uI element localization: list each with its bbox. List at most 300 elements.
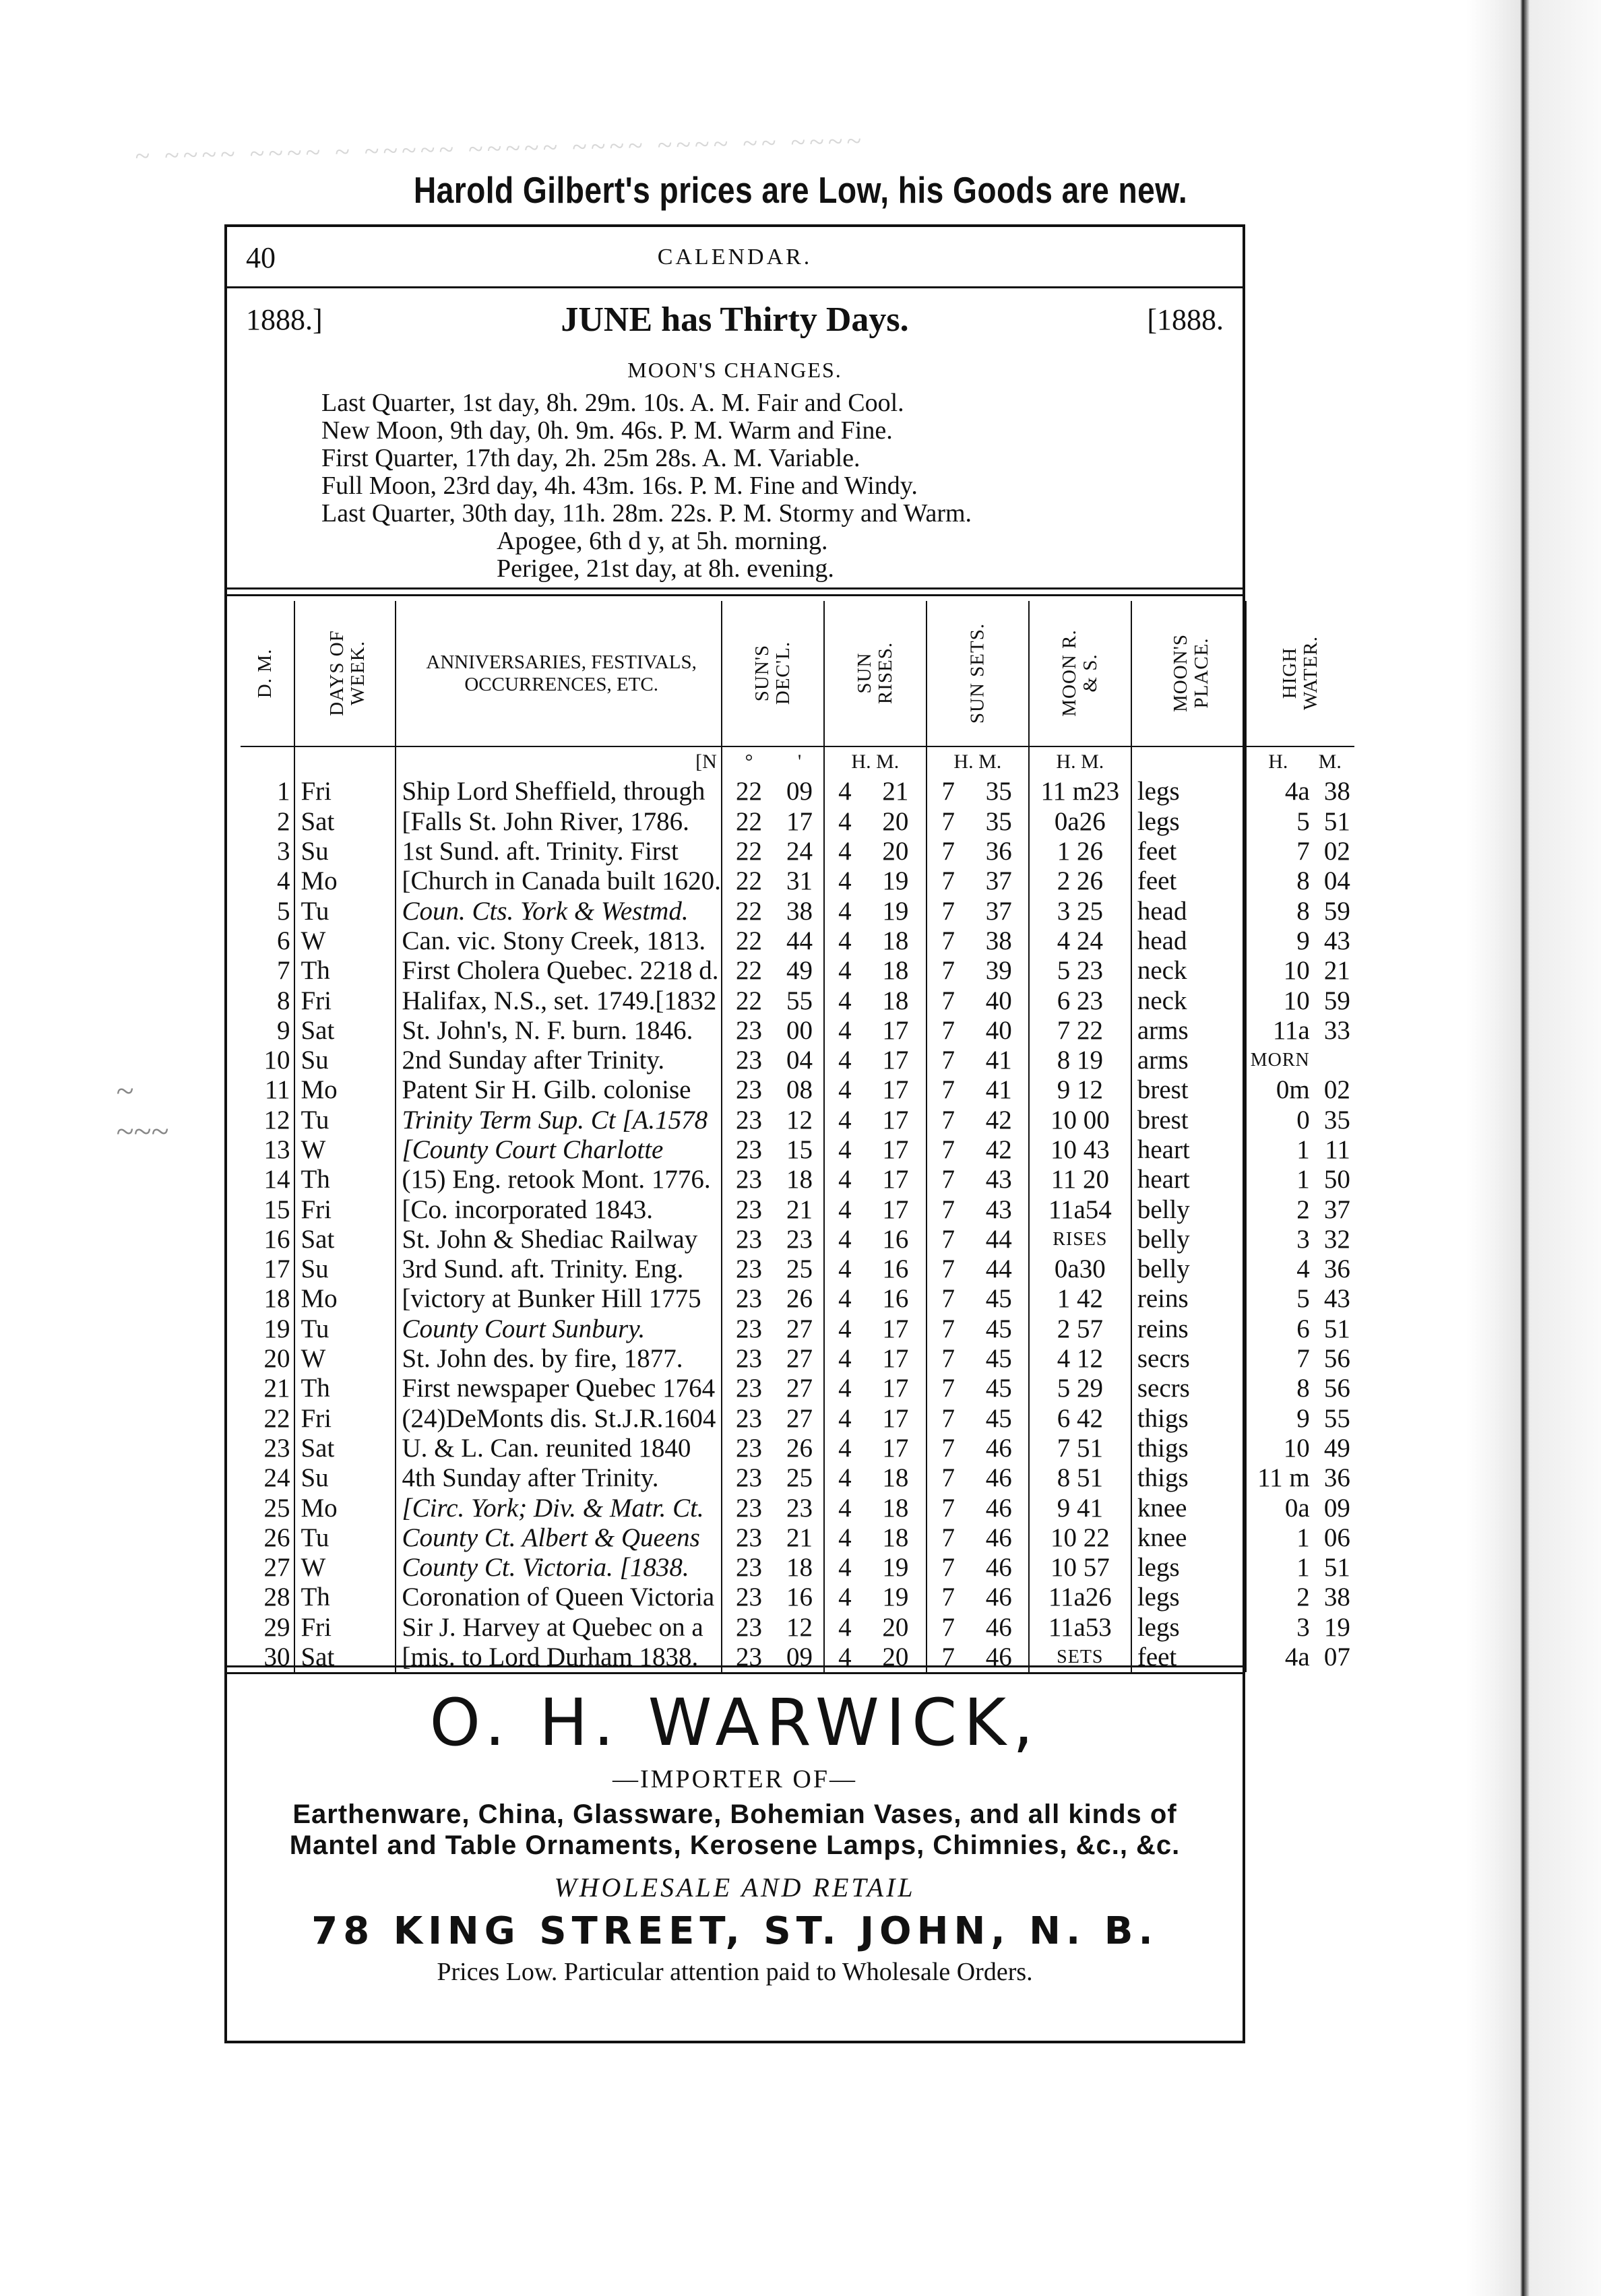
high-water-minute bbox=[1310, 1046, 1354, 1075]
calendar-row bbox=[241, 956, 1354, 986]
calendar-row bbox=[241, 1284, 1354, 1314]
moon-place: heart bbox=[1131, 1165, 1246, 1194]
decl-minutes: 17 bbox=[786, 806, 813, 836]
high-water-hour: 10 bbox=[1246, 1434, 1310, 1463]
sunset-hour: 7 bbox=[927, 777, 970, 806]
day-number: 21 bbox=[263, 1374, 290, 1403]
sunset-hour: 7 bbox=[927, 1194, 970, 1224]
units-events: [N bbox=[396, 746, 721, 777]
sunset-minute: 45 bbox=[985, 1344, 1012, 1374]
sunrise-hour: 4 bbox=[824, 1046, 865, 1075]
moon-place: feet bbox=[1131, 866, 1246, 896]
weekday: Mo bbox=[294, 1493, 396, 1523]
sunset-minute: 45 bbox=[985, 1314, 1012, 1343]
moon-time: 5 29 bbox=[1029, 1374, 1131, 1403]
event: Coronation of Queen Victoria bbox=[396, 1583, 721, 1612]
moon-place: knee bbox=[1131, 1523, 1246, 1553]
sunset-hour: 7 bbox=[927, 1046, 970, 1075]
sunrise-minute: 17 bbox=[882, 1046, 909, 1075]
moon-time: 1 26 bbox=[1029, 837, 1131, 866]
decl-degrees: 23 bbox=[722, 1643, 776, 1672]
pencil-scribble: ~ ~~~~ ~~~~ ~ ~~~~~ ~~~~~ ~~~~ ~~~~ ~~ ~~~~ bbox=[134, 125, 866, 171]
calendar-row bbox=[241, 837, 1354, 866]
calendar-row bbox=[241, 1523, 1354, 1553]
decl-degrees: 22 bbox=[722, 777, 776, 806]
sunset-hour: 7 bbox=[927, 1075, 970, 1105]
day-number: 30 bbox=[263, 1643, 290, 1672]
sunrise-hour: 4 bbox=[824, 837, 865, 866]
page-banner: Harold Gilbert's prices are Low, his Goods are new. bbox=[413, 169, 1188, 211]
decl-degrees: 23 bbox=[722, 1284, 776, 1314]
day-number: 25 bbox=[263, 1493, 290, 1523]
decl-degrees: 23 bbox=[722, 1135, 776, 1165]
event: [Circ. York; Div. & Matr. Ct. bbox=[396, 1493, 721, 1523]
sunrise-hour: 4 bbox=[824, 1434, 865, 1463]
moon-time: 10 57 bbox=[1029, 1553, 1131, 1583]
high-water-hour: 2 bbox=[1246, 1194, 1310, 1224]
sunset-minute: 36 bbox=[985, 837, 1012, 866]
sunrise-minute: 20 bbox=[882, 1612, 909, 1642]
sunrise-minute: 17 bbox=[882, 1135, 909, 1164]
sunrise-minute: 17 bbox=[882, 1105, 909, 1135]
sunrise-hour: 4 bbox=[824, 1106, 865, 1135]
high-water-hour: 1 bbox=[1246, 1523, 1310, 1553]
high-water-minute: 33 bbox=[1323, 1015, 1350, 1045]
sunset-minute: 45 bbox=[985, 1403, 1012, 1433]
moon-time: RISES bbox=[1029, 1225, 1131, 1254]
sunset-hour: 7 bbox=[927, 837, 970, 866]
col-head-events bbox=[396, 601, 721, 746]
weekday: W bbox=[294, 1135, 396, 1165]
sunset-hour: 7 bbox=[927, 1434, 970, 1463]
decl-minutes: 23 bbox=[786, 1493, 813, 1523]
sunset-hour: 7 bbox=[927, 1463, 970, 1493]
sunrise-hour: 4 bbox=[824, 956, 865, 986]
high-water-minute: 37 bbox=[1323, 1194, 1350, 1224]
moon-time: 4 12 bbox=[1029, 1344, 1131, 1374]
high-water-hour: 2 bbox=[1246, 1583, 1310, 1612]
moon-place: belly bbox=[1131, 1194, 1246, 1224]
page-number: 40 bbox=[246, 241, 276, 274]
sunset-minute: 43 bbox=[985, 1194, 1012, 1224]
high-water-hour: 3 bbox=[1246, 1225, 1310, 1254]
sunset-minute: 40 bbox=[985, 1015, 1012, 1045]
moon-phase-line: First Quarter, 17th day, 2h. 25m 28s. A. M. Variable. bbox=[321, 444, 860, 472]
sunrise-minute: 16 bbox=[882, 1254, 909, 1284]
sunset-hour: 7 bbox=[927, 956, 970, 986]
high-water-hour: 7 bbox=[1246, 1344, 1310, 1374]
decl-minutes: 25 bbox=[786, 1463, 813, 1493]
day-number: 8 bbox=[276, 986, 290, 1015]
sunrise-minute: 17 bbox=[882, 1344, 909, 1374]
table-top-rule bbox=[227, 587, 1243, 589]
calendar-table bbox=[241, 601, 1354, 1672]
sunset-minute: 45 bbox=[985, 1284, 1012, 1314]
moon-place: secrs bbox=[1131, 1374, 1246, 1403]
weekday: Mo bbox=[294, 1284, 396, 1314]
decl-degrees: 23 bbox=[722, 1463, 776, 1493]
moon-place: head bbox=[1131, 896, 1246, 926]
sunset-minute: 45 bbox=[985, 1374, 1012, 1403]
sunset-minute: 46 bbox=[985, 1433, 1012, 1463]
weekday: Th bbox=[294, 1583, 396, 1612]
day-number: 2 bbox=[276, 806, 290, 836]
moon-place: belly bbox=[1131, 1225, 1246, 1254]
section-title: CALENDAR. bbox=[657, 245, 813, 269]
decl-degrees: 23 bbox=[722, 1016, 776, 1046]
decl-degrees: 23 bbox=[722, 1404, 776, 1434]
table-top-rule-2 bbox=[227, 594, 1243, 596]
weekday: Tu bbox=[294, 1523, 396, 1553]
decl-minutes: 27 bbox=[786, 1344, 813, 1374]
high-water-hour: 10 bbox=[1246, 956, 1310, 986]
decl-degrees: 22 bbox=[722, 926, 776, 956]
event: County Court Sunbury. bbox=[396, 1314, 721, 1344]
calendar-row bbox=[241, 926, 1354, 956]
sunrise-minute: 18 bbox=[882, 1523, 909, 1552]
sunrise-minute: 17 bbox=[882, 1433, 909, 1463]
weekday: Th bbox=[294, 956, 396, 986]
moon-place: arms bbox=[1131, 1016, 1246, 1046]
decl-minutes: 16 bbox=[786, 1583, 813, 1612]
calendar-row bbox=[241, 1553, 1354, 1583]
event: St. John's, N. F. burn. 1846. bbox=[396, 1016, 721, 1046]
calendar-row bbox=[241, 1434, 1354, 1463]
sunrise-hour: 4 bbox=[824, 866, 865, 896]
moon-place: brest bbox=[1131, 1106, 1246, 1135]
weekday: Su bbox=[294, 1463, 396, 1493]
events-head-line-2: OCCURRENCES, ETC. bbox=[464, 673, 658, 695]
moon-time: 11 m23 bbox=[1029, 777, 1131, 806]
sunrise-minute: 20 bbox=[882, 1643, 909, 1672]
event: [County Court Charlotte bbox=[396, 1135, 721, 1165]
moon-time: 8 19 bbox=[1029, 1046, 1131, 1075]
moon-place: neck bbox=[1131, 986, 1246, 1015]
event: Coun. Cts. York & Westmd. bbox=[396, 896, 721, 926]
sunset-minute: 43 bbox=[985, 1165, 1012, 1194]
calendar-row bbox=[241, 1404, 1354, 1434]
moon-place: thigs bbox=[1131, 1434, 1246, 1463]
high-water-minute: 38 bbox=[1323, 1583, 1350, 1612]
day-number: 26 bbox=[263, 1523, 290, 1552]
decl-degrees: 22 bbox=[722, 986, 776, 1015]
sunrise-hour: 4 bbox=[824, 1583, 865, 1612]
moon-place: legs bbox=[1131, 1583, 1246, 1612]
margin-handwriting: ~ ~~~ bbox=[116, 1073, 168, 1149]
high-water-minute: 04 bbox=[1323, 866, 1350, 896]
sunset-minute: 37 bbox=[985, 866, 1012, 896]
sunrise-minute: 16 bbox=[882, 1224, 909, 1254]
decl-degrees: 23 bbox=[722, 1583, 776, 1612]
moon-time: 4 24 bbox=[1029, 926, 1131, 956]
advertiser-wholesale: WHOLESALE AND RETAIL bbox=[554, 1872, 916, 1903]
moon-time: 6 42 bbox=[1029, 1404, 1131, 1434]
sunset-hour: 7 bbox=[927, 1016, 970, 1046]
sunset-minute: 41 bbox=[985, 1046, 1012, 1075]
sunrise-hour: 4 bbox=[824, 926, 865, 956]
moon-place: reins bbox=[1131, 1284, 1246, 1314]
sunset-hour: 7 bbox=[927, 1553, 970, 1583]
day-number: 13 bbox=[263, 1135, 290, 1164]
moon-time: 2 57 bbox=[1029, 1314, 1131, 1344]
event: St. John des. by fire, 1877. bbox=[396, 1344, 721, 1374]
sunrise-minute: 20 bbox=[882, 806, 909, 836]
event: [mis. to Lord Durham 1838. bbox=[396, 1643, 721, 1672]
event: County Ct. Albert & Queens bbox=[396, 1523, 721, 1553]
event: U. & L. Can. reunited 1840 bbox=[396, 1434, 721, 1463]
moon-time: 10 43 bbox=[1029, 1135, 1131, 1165]
event: (24)DeMonts dis. St.J.R.1604 bbox=[396, 1404, 721, 1434]
weekday: Th bbox=[294, 1374, 396, 1403]
decl-minutes: 26 bbox=[786, 1284, 813, 1314]
sunrise-hour: 4 bbox=[824, 1374, 865, 1403]
high-water-hour: 0m bbox=[1246, 1075, 1310, 1105]
decl-minutes: 18 bbox=[786, 1165, 813, 1194]
advertiser-address: 78 KING STREET, ST. JOHN, N. B. bbox=[311, 1909, 1158, 1953]
decl-minutes: 27 bbox=[786, 1374, 813, 1403]
high-water-minute: 02 bbox=[1323, 1075, 1350, 1105]
sunset-minute: 35 bbox=[985, 777, 1012, 806]
sunrise-hour: 4 bbox=[824, 1493, 865, 1523]
high-water-minute: 43 bbox=[1323, 1284, 1350, 1314]
sunset-hour: 7 bbox=[927, 1135, 970, 1165]
decl-degrees: 23 bbox=[722, 1314, 776, 1344]
decl-minutes: 21 bbox=[786, 1194, 813, 1224]
sunset-hour: 7 bbox=[927, 1583, 970, 1612]
moon-place: arms bbox=[1131, 1046, 1246, 1075]
high-water-hour: 7 bbox=[1246, 837, 1310, 866]
day-number: 10 bbox=[263, 1046, 290, 1075]
weekday: Fri bbox=[294, 986, 396, 1015]
decl-degrees: 23 bbox=[722, 1046, 776, 1075]
high-water-minute: 02 bbox=[1323, 837, 1350, 866]
calendar-row bbox=[241, 777, 1354, 806]
sunrise-hour: 4 bbox=[824, 896, 865, 926]
moon-place: legs bbox=[1131, 1553, 1246, 1583]
sunset-minute: 46 bbox=[985, 1643, 1012, 1672]
decl-degrees: 23 bbox=[722, 1254, 776, 1284]
calendar-row bbox=[241, 1583, 1354, 1612]
decl-minutes: 21 bbox=[786, 1523, 813, 1552]
day-number: 23 bbox=[263, 1433, 290, 1463]
moon-time: 11 20 bbox=[1029, 1165, 1131, 1194]
moon-place: brest bbox=[1131, 1075, 1246, 1105]
decl-minutes: 26 bbox=[786, 1433, 813, 1463]
moon-phase-line: Last Quarter, 1st day, 8h. 29m. 10s. A. M. Fair and Cool. bbox=[321, 389, 904, 417]
sunset-hour: 7 bbox=[927, 1374, 970, 1403]
units-sun-sets: H. M. bbox=[927, 746, 1029, 777]
decl-minutes: 18 bbox=[786, 1553, 813, 1583]
table-bottom-rule bbox=[227, 1665, 1243, 1667]
column-header-row bbox=[241, 601, 1354, 746]
event: [victory at Bunker Hill 1775 bbox=[396, 1284, 721, 1314]
high-water-hour: 4a bbox=[1246, 1643, 1310, 1672]
sunset-minute: 41 bbox=[985, 1075, 1012, 1105]
high-water-hour: 4a bbox=[1246, 777, 1310, 806]
moon-place: knee bbox=[1131, 1493, 1246, 1523]
sunrise-minute: 18 bbox=[882, 1463, 909, 1493]
event: Ship Lord Sheffield, through bbox=[396, 777, 721, 806]
sunset-minute: 46 bbox=[985, 1612, 1012, 1642]
decl-degrees: 23 bbox=[722, 1613, 776, 1643]
sunrise-minute: 17 bbox=[882, 1075, 909, 1105]
weekday: Fri bbox=[294, 1404, 396, 1434]
header-rule bbox=[227, 286, 1243, 288]
day-number: 22 bbox=[263, 1403, 290, 1433]
month-title: JUNE has Thirty Days. bbox=[561, 300, 909, 339]
moon-place: belly bbox=[1131, 1254, 1246, 1284]
high-water-minute: 11 bbox=[1325, 1135, 1350, 1164]
high-water-hour: 1 bbox=[1246, 1165, 1310, 1194]
calendar-row bbox=[241, 1046, 1354, 1075]
decl-minutes: 25 bbox=[786, 1254, 813, 1284]
event: [Church in Canada built 1620. bbox=[396, 866, 721, 896]
sunrise-hour: 4 bbox=[824, 986, 865, 1015]
sunrise-hour: 4 bbox=[824, 1194, 865, 1224]
calendar-row bbox=[241, 1374, 1354, 1403]
high-water-minute: 38 bbox=[1323, 777, 1350, 806]
moon-place: legs bbox=[1131, 777, 1246, 806]
moon-place: legs bbox=[1131, 1613, 1246, 1643]
sunrise-hour: 4 bbox=[824, 1284, 865, 1314]
sunrise-minute: 16 bbox=[882, 1284, 909, 1314]
sunset-minute: 42 bbox=[985, 1105, 1012, 1135]
high-water-hour: MORN bbox=[1246, 1046, 1310, 1075]
units-row bbox=[241, 746, 1354, 777]
advertiser-goods: Earthenware, China, Glassware, Bohemian Vases, and all kinds of Mantel and Table Ornaments, Kerosene Lamps, Chimnies, &c., &c. bbox=[289, 1799, 1181, 1860]
moon-place: secrs bbox=[1131, 1344, 1246, 1374]
sunset-hour: 7 bbox=[927, 1404, 970, 1434]
weekday: Tu bbox=[294, 1314, 396, 1344]
event: County Ct. Victoria. [1838. bbox=[396, 1553, 721, 1583]
event: 2nd Sunday after Trinity. bbox=[396, 1046, 721, 1075]
decl-minutes: 09 bbox=[786, 777, 813, 806]
decl-degrees: 23 bbox=[722, 1165, 776, 1194]
high-water-minute: 43 bbox=[1323, 926, 1350, 955]
high-water-hour: 8 bbox=[1246, 1374, 1310, 1403]
sunset-minute: 42 bbox=[985, 1135, 1012, 1164]
units-moon: H. M. bbox=[1029, 746, 1131, 777]
decl-minutes: 49 bbox=[786, 956, 813, 986]
event: Can. vic. Stony Creek, 1813. bbox=[396, 926, 721, 956]
calendar-row bbox=[241, 1135, 1354, 1165]
moon-time: 10 00 bbox=[1029, 1106, 1131, 1135]
table-bottom-rule-2 bbox=[227, 1672, 1243, 1674]
events-head-line-1: ANNIVERSARIES, FESTIVALS, bbox=[426, 651, 697, 673]
event: 1st Sund. aft. Trinity. First bbox=[396, 837, 721, 866]
calendar-row bbox=[241, 1314, 1354, 1344]
sunset-hour: 7 bbox=[927, 1493, 970, 1523]
decl-degrees: 23 bbox=[722, 1344, 776, 1374]
calendar-row bbox=[241, 1016, 1354, 1046]
event: [Falls St. John River, 1786. bbox=[396, 807, 721, 837]
decl-minutes: 09 bbox=[786, 1643, 813, 1672]
calendar-frame bbox=[224, 224, 1350, 2043]
high-water-minute: 51 bbox=[1323, 1314, 1350, 1343]
sunrise-minute: 17 bbox=[882, 1015, 909, 1045]
moon-place: thigs bbox=[1131, 1463, 1246, 1493]
weekday: Fri bbox=[294, 1613, 396, 1643]
high-water-hour: 6 bbox=[1246, 1314, 1310, 1344]
sunset-hour: 7 bbox=[927, 986, 970, 1015]
day-number: 18 bbox=[263, 1284, 290, 1314]
decl-degrees: 23 bbox=[722, 1493, 776, 1523]
page-header bbox=[246, 241, 1224, 281]
calendar-row bbox=[241, 1194, 1354, 1224]
col-head-day: D. M. bbox=[241, 601, 294, 746]
weekday: W bbox=[294, 1553, 396, 1583]
sunrise-minute: 19 bbox=[882, 866, 909, 896]
decl-degrees: 22 bbox=[722, 837, 776, 866]
high-water-hour: 5 bbox=[1246, 1284, 1310, 1314]
decl-minutes: 44 bbox=[786, 926, 813, 955]
col-head-moon-place: MOON'S PLACE. bbox=[1131, 601, 1246, 746]
calendar-row bbox=[241, 1463, 1354, 1493]
day-number: 24 bbox=[263, 1463, 290, 1493]
year-right: [1888. bbox=[1147, 303, 1224, 336]
event: Trinity Term Sup. Ct [A.1578 bbox=[396, 1106, 721, 1135]
advertisement bbox=[227, 1686, 1243, 1989]
weekday: Su bbox=[294, 837, 396, 866]
decl-degrees: 22 bbox=[722, 866, 776, 896]
weekday: Sat bbox=[294, 1434, 396, 1463]
event: First Cholera Quebec. 2218 d. bbox=[396, 956, 721, 986]
sunrise-hour: 4 bbox=[824, 1553, 865, 1583]
calendar-row bbox=[241, 1493, 1354, 1523]
high-water-hour: 10 bbox=[1246, 986, 1310, 1015]
decl-degrees: 23 bbox=[722, 1374, 776, 1403]
moon-time: 11a54 bbox=[1029, 1194, 1131, 1224]
decl-degrees: 23 bbox=[722, 1194, 776, 1224]
high-water-hour: 8 bbox=[1246, 866, 1310, 896]
sunset-hour: 7 bbox=[927, 807, 970, 837]
moon-time: 1 42 bbox=[1029, 1284, 1131, 1314]
decl-minutes: 15 bbox=[786, 1135, 813, 1164]
calendar-row bbox=[241, 1643, 1354, 1672]
high-water-hour: 11 m bbox=[1246, 1463, 1310, 1493]
day-number: 17 bbox=[263, 1254, 290, 1284]
moon-time: 0a30 bbox=[1029, 1254, 1131, 1284]
event: 4th Sunday after Trinity. bbox=[396, 1463, 721, 1493]
high-water-minute: 09 bbox=[1323, 1493, 1350, 1523]
sunrise-minute: 20 bbox=[882, 837, 909, 866]
high-water-minute: 49 bbox=[1323, 1433, 1350, 1463]
sunrise-minute: 18 bbox=[882, 986, 909, 1015]
sunrise-minute: 18 bbox=[882, 926, 909, 955]
moon-time: 6 23 bbox=[1029, 986, 1131, 1015]
day-number: 6 bbox=[276, 926, 290, 955]
sunset-hour: 7 bbox=[927, 1284, 970, 1314]
perigee-line: Perigee, 21st day, at 8h. evening. bbox=[497, 554, 834, 583]
high-water-minute: 59 bbox=[1323, 896, 1350, 926]
high-water-minute: 59 bbox=[1323, 986, 1350, 1015]
decl-degrees: 22 bbox=[722, 956, 776, 986]
weekday: Mo bbox=[294, 1075, 396, 1105]
weekday: Tu bbox=[294, 896, 396, 926]
moon-place: reins bbox=[1131, 1314, 1246, 1344]
advertiser-name: O. H. WARWICK, bbox=[429, 1685, 1040, 1760]
moon-time: 10 22 bbox=[1029, 1523, 1131, 1553]
day-number: 15 bbox=[263, 1194, 290, 1224]
calendar-row bbox=[241, 1613, 1354, 1643]
sunset-minute: 46 bbox=[985, 1583, 1012, 1612]
decl-minutes: 55 bbox=[786, 986, 813, 1015]
units-minute: ' bbox=[797, 751, 802, 773]
moon-time: 11a26 bbox=[1029, 1583, 1131, 1612]
high-water-hour: 11a bbox=[1246, 1016, 1310, 1046]
day-number: 14 bbox=[263, 1165, 290, 1194]
moon-time: 0a26 bbox=[1029, 807, 1131, 837]
